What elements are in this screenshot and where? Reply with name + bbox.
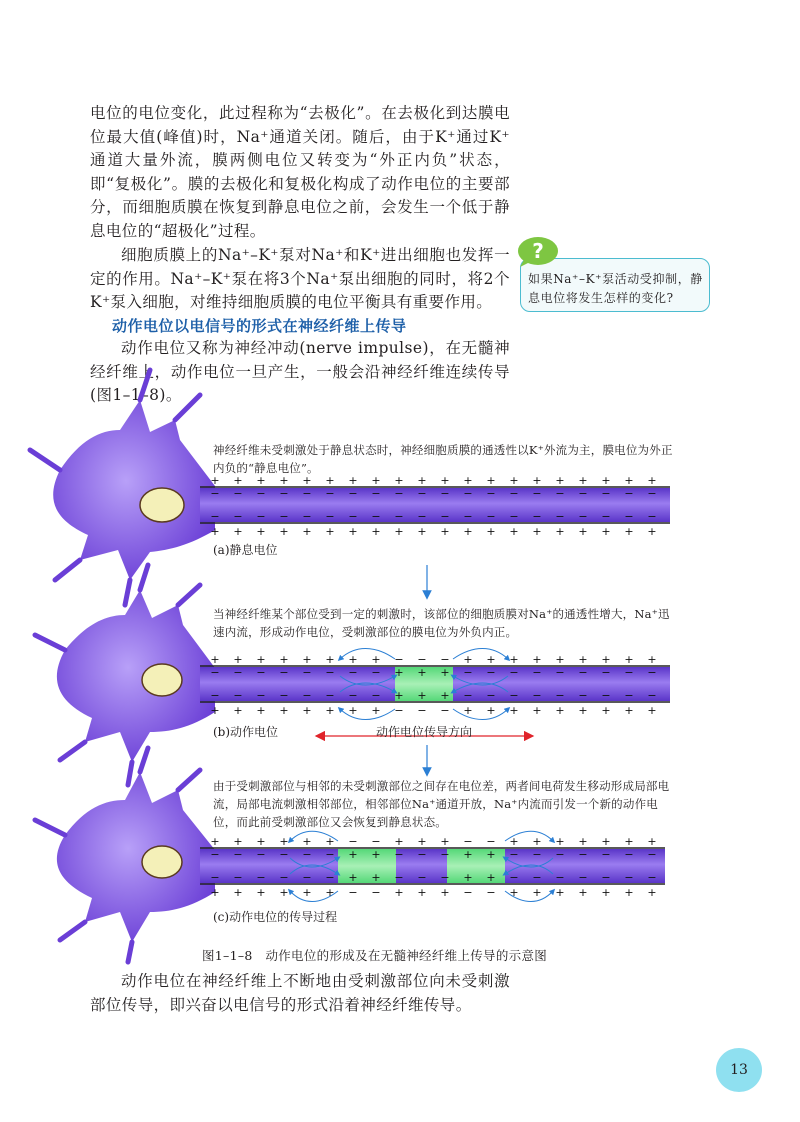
charge-sign: + [624,704,634,717]
charge-sign: + [647,525,657,538]
charge-sign: + [371,704,381,717]
charge-sign: + [509,525,519,538]
charge-sign: − [302,487,312,500]
charge-sign: − [440,653,450,666]
charge-sign: − [371,689,381,702]
charge-sign: − [256,666,266,679]
panel-c-description: 由于受刺激部位与相邻的未受刺激部位之间存在电位差，两者间电荷发生移动形成局部电流，局部电流刺激相邻部位，相邻部位Na⁺通道开放，Na⁺内流而引发一个新的动作电位，而此前受刺激部位又会恢复到静息状态。 [213,779,670,829]
charge-sign: − [394,848,404,861]
charge-sign: + [555,886,565,899]
page-number: 13 [716,1048,762,1092]
charge-sign: − [394,704,404,717]
charge-sign: + [509,886,519,899]
charge-sign: + [256,886,266,899]
charge-sign: − [532,871,542,884]
charge-sign: − [509,871,519,884]
charge-sign: − [371,886,381,899]
charge-sign: − [348,689,358,702]
charge-sign: − [417,487,427,500]
charge-sign: − [624,487,634,500]
charge-sign: − [394,871,404,884]
charge-sign: + [463,848,473,861]
charge-sign: − [509,666,519,679]
charge-sign: − [417,704,427,717]
charge-sign: + [302,835,312,848]
charge-sign: − [256,510,266,523]
charge-sign: − [624,871,634,884]
charge-sign: + [371,848,381,861]
charge-sign: + [624,653,634,666]
charge-sign: − [210,848,220,861]
charge-sign: + [601,704,611,717]
charge-sign: + [440,525,450,538]
current-arrow [453,649,508,660]
charge-sign: − [624,666,634,679]
charge-sign: + [302,704,312,717]
charge-sign: + [302,474,312,487]
charge-sign: + [486,474,496,487]
charge-sign: − [486,886,496,899]
charge-sign: + [348,848,358,861]
charge-sign: + [394,525,404,538]
charge-sign: + [279,704,289,717]
charge-sign: − [509,510,519,523]
charge-sign: − [302,848,312,861]
charge-sign: + [417,474,427,487]
panel-b-description: 当神经纤维某个部位受到一定的刺激时，该部位的细胞质膜对Na⁺的通透性增大，Na⁺迅速内流，形成动作电位，受刺激部位的膜电位为外负内正。 [213,607,670,639]
charge-sign: + [210,835,220,848]
charge-sign: − [348,487,358,500]
charge-sign: − [279,510,289,523]
charge-sign: − [532,848,542,861]
charge-sign: − [532,689,542,702]
charge-sign: − [417,653,427,666]
charge-sign: + [463,525,473,538]
charge-sign: + [348,871,358,884]
charge-sign: − [210,487,220,500]
section-heading: 动作电位以电信号的形式在神经纤维上传导 [112,317,407,335]
charge-sign: − [279,666,289,679]
charge-sign: + [463,474,473,487]
charge-sign: − [486,666,496,679]
charge-sign: − [279,487,289,500]
charge-sign: + [509,704,519,717]
charge-sign: − [394,510,404,523]
charge-sign: + [532,835,542,848]
charge-sign: + [647,886,657,899]
panel-a-axon [200,488,670,522]
charge-sign: + [417,835,427,848]
charge-sign: − [647,848,657,861]
charge-sign: + [302,653,312,666]
charge-sign: − [578,666,588,679]
charge-sign: − [647,871,657,884]
charge-sign: + [486,871,496,884]
charge-sign: + [279,474,289,487]
charge-sign: − [578,689,588,702]
charge-sign: − [325,487,335,500]
charge-sign: + [256,525,266,538]
charge-sign: − [463,886,473,899]
charge-sign: + [463,871,473,884]
charge-sign: + [578,525,588,538]
panel-c-label: (c)动作电位的传导过程 [213,910,338,924]
charge-sign: − [371,510,381,523]
charge-sign: + [325,653,335,666]
charge-sign: − [509,689,519,702]
charge-sign: − [417,848,427,861]
body-paragraph-4: 动作电位在神经纤维上不断地由受刺激部位向未受刺激部位传导，即兴奋以电信号的形式沿着神经纤维传导。 [90,972,510,1014]
charge-sign: + [509,653,519,666]
charge-sign: + [233,474,243,487]
charge-sign: + [394,835,404,848]
charge-sign: + [624,835,634,848]
charge-sign: − [279,848,289,861]
charge-sign: − [233,666,243,679]
charge-sign: + [233,835,243,848]
charge-sign: + [578,474,588,487]
charge-sign: − [325,689,335,702]
charge-sign: − [302,666,312,679]
charge-sign: + [302,525,312,538]
charge-sign: − [601,510,611,523]
charge-sign: + [440,835,450,848]
charge-sign: + [440,689,450,702]
charge-sign: + [578,886,588,899]
charge-sign: + [256,835,266,848]
charge-sign: − [601,848,611,861]
charge-sign: + [394,666,404,679]
charge-sign: + [325,474,335,487]
charge-sign: + [647,474,657,487]
charge-sign: − [440,487,450,500]
charge-sign: + [440,666,450,679]
charge-sign: − [555,689,565,702]
charge-sign: + [348,474,358,487]
charge-sign: − [486,510,496,523]
charge-sign: + [371,653,381,666]
charge-sign: + [233,886,243,899]
charge-sign: − [256,487,266,500]
charge-sign: − [302,510,312,523]
charge-sign: − [256,689,266,702]
charge-sign: − [210,871,220,884]
charge-sign: + [279,653,289,666]
charge-sign: + [256,704,266,717]
charge-sign: + [578,835,588,848]
charge-sign: − [325,871,335,884]
panel-b-label: (b)动作电位 [213,725,279,739]
charge-sign: + [624,886,634,899]
charge-sign: + [555,525,565,538]
charge-sign: + [394,474,404,487]
charge-sign: − [371,666,381,679]
charge-sign: + [532,525,542,538]
charge-sign: + [440,474,450,487]
charge-sign: − [233,689,243,702]
charge-sign: − [578,848,588,861]
charge-sign: + [233,525,243,538]
charge-sign: + [463,704,473,717]
panel-c-zone-1 [338,849,396,883]
charge-sign: + [555,835,565,848]
charge-sign: − [486,835,496,848]
charge-sign: − [486,689,496,702]
charge-sign: − [371,487,381,500]
charge-sign: + [210,653,220,666]
body-paragraph-2: 细胞质膜上的Na⁺–K⁺泵对Na⁺和K⁺进出细胞也发挥一定的作用。Na⁺–K⁺泵在将3个Na⁺泵出细胞的同时，将2个K⁺泵入细胞，对维持细胞质膜的电位平衡具有重要作用。 [90,246,510,311]
charge-sign: + [532,653,542,666]
charge-sign: + [486,704,496,717]
charge-sign: + [624,525,634,538]
body-paragraph-1: 电位的电位变化，此过程称为“去极化”。在去极化到达膜电位最大值(峰值)时，Na⁺通道关闭。随后，由于K⁺通过K⁺通道大量外流，膜两侧电位又转变为“外正内负”状态，即“复极化”。膜的去极化和复极化构成了动作电位的主要部分，而细胞质膜在恢复到静息电位之前，会发生一个低于静息电位的“超极化”过程。 [90,104,510,240]
charge-sign: + [348,704,358,717]
charge-sign: + [348,653,358,666]
charge-sign: + [210,704,220,717]
charge-sign: − [394,487,404,500]
charge-sign: − [440,510,450,523]
charge-sign: − [325,510,335,523]
charge-sign: + [647,835,657,848]
charge-sign: − [233,510,243,523]
charge-sign: − [440,704,450,717]
charge-sign: + [325,835,335,848]
charge-sign: − [463,510,473,523]
charge-sign: + [371,525,381,538]
charge-sign: + [578,704,588,717]
panel-a-description: 神经纤维未受刺激处于静息状态时，神经细胞质膜的通透性以K⁺外流为主，膜电位为外正内负的“静息电位”。 [213,443,673,475]
charge-sign: − [440,871,450,884]
charge-sign: − [256,848,266,861]
charge-sign: + [486,848,496,861]
charge-sign: + [394,886,404,899]
charge-sign: + [417,689,427,702]
charge-sign: + [601,525,611,538]
charge-sign: + [440,886,450,899]
charge-sign: + [532,704,542,717]
charge-sign: + [279,886,289,899]
charge-sign: − [302,689,312,702]
charge-sign: − [463,666,473,679]
charge-sign: − [532,510,542,523]
charge-sign: − [647,666,657,679]
charge-sign: + [279,835,289,848]
charge-sign: − [463,835,473,848]
figure-caption: 图1–1–8 动作电位的形成及在无髓神经纤维上传导的示意图 [202,948,548,963]
charge-sign: − [371,835,381,848]
charge-sign: − [348,666,358,679]
charge-sign: + [348,525,358,538]
charge-sign: + [509,474,519,487]
charge-sign: + [417,886,427,899]
charge-sign: + [532,886,542,899]
charge-sign: − [256,871,266,884]
charge-sign: − [279,689,289,702]
charge-sign: − [601,487,611,500]
charge-sign: − [509,848,519,861]
charge-sign: + [325,704,335,717]
propagation-direction-label: 动作电位传导方向 [376,725,473,739]
charge-sign: + [578,653,588,666]
charge-sign: − [394,653,404,666]
charge-sign: + [601,835,611,848]
panel-a-label: (a)静息电位 [213,543,278,557]
charge-sign: − [233,871,243,884]
charge-sign: − [624,689,634,702]
charge-sign: − [555,666,565,679]
charge-sign: − [440,848,450,861]
panel-c-nucleus [142,846,182,878]
charge-sign: − [647,510,657,523]
charge-sign: − [417,871,427,884]
charge-sign: − [279,871,289,884]
charge-sign: − [647,689,657,702]
charge-sign: − [233,848,243,861]
charge-sign: − [463,689,473,702]
charge-sign: + [624,474,634,487]
panel-b-nucleus [142,664,182,696]
charge-sign: + [210,525,220,538]
charge-sign: − [325,848,335,861]
charge-sign: − [532,487,542,500]
charge-sign: + [532,474,542,487]
charge-sign: + [486,525,496,538]
charge-sign: + [555,704,565,717]
charge-sign: + [486,653,496,666]
charge-sign: + [647,653,657,666]
charge-sign: + [233,704,243,717]
panel-a-soma [53,400,215,580]
charge-sign: + [279,525,289,538]
panel-a-nucleus [140,488,184,522]
charge-sign: + [417,666,427,679]
charge-sign: + [325,886,335,899]
charge-sign: − [555,848,565,861]
charge-sign: − [302,871,312,884]
charge-sign: + [371,474,381,487]
charge-sign: − [210,510,220,523]
charge-sign: − [210,666,220,679]
charge-sign: − [601,689,611,702]
charge-sign: − [348,886,358,899]
charge-sign: + [555,653,565,666]
panel-c-soma [57,772,215,942]
charge-sign: − [532,666,542,679]
charge-sign: + [302,886,312,899]
charge-sign: + [647,704,657,717]
panel-b-soma [57,590,215,762]
question-text: 如果Na⁺–K⁺泵活动受抑制，静息电位将发生怎样的变化? [528,272,703,305]
charge-sign: − [210,689,220,702]
charge-sign: + [463,653,473,666]
charge-sign: + [256,653,266,666]
charge-sign: − [348,835,358,848]
charge-sign: + [210,474,220,487]
charge-sign: − [578,871,588,884]
charge-sign: + [394,689,404,702]
charge-sign: − [555,871,565,884]
charge-sign: + [256,474,266,487]
body-paragraph-3: 动作电位又称为神经冲动(nerve impulse)，在无髓神经纤维上，动作电位一旦产生，一般会沿神经纤维连续传导(图1–1–8)。 [90,339,510,404]
charge-sign: − [348,510,358,523]
charge-sign: − [555,510,565,523]
charge-sign: + [417,525,427,538]
charge-sign: − [325,666,335,679]
charge-sign: − [624,848,634,861]
charge-sign: − [578,487,588,500]
charge-sign: − [509,487,519,500]
charge-sign: + [601,474,611,487]
panel-c-axon [200,849,665,883]
question-mark: ? [532,239,544,263]
charge-sign: − [601,871,611,884]
charge-sign: − [486,487,496,500]
charge-sign: − [624,510,634,523]
charge-sign: − [463,487,473,500]
charge-sign: − [417,510,427,523]
charge-sign: + [325,525,335,538]
charge-sign: + [233,653,243,666]
charge-sign: − [233,487,243,500]
charge-sign: + [601,653,611,666]
charge-sign: − [555,487,565,500]
charge-sign: + [371,871,381,884]
charge-sign: − [647,487,657,500]
panel-c-zone-2 [447,849,505,883]
charge-sign: + [509,835,519,848]
charge-sign: + [601,886,611,899]
charge-sign: + [210,886,220,899]
charge-sign: − [601,666,611,679]
charge-sign: − [578,510,588,523]
current-arrow [453,709,508,720]
charge-sign: + [555,474,565,487]
